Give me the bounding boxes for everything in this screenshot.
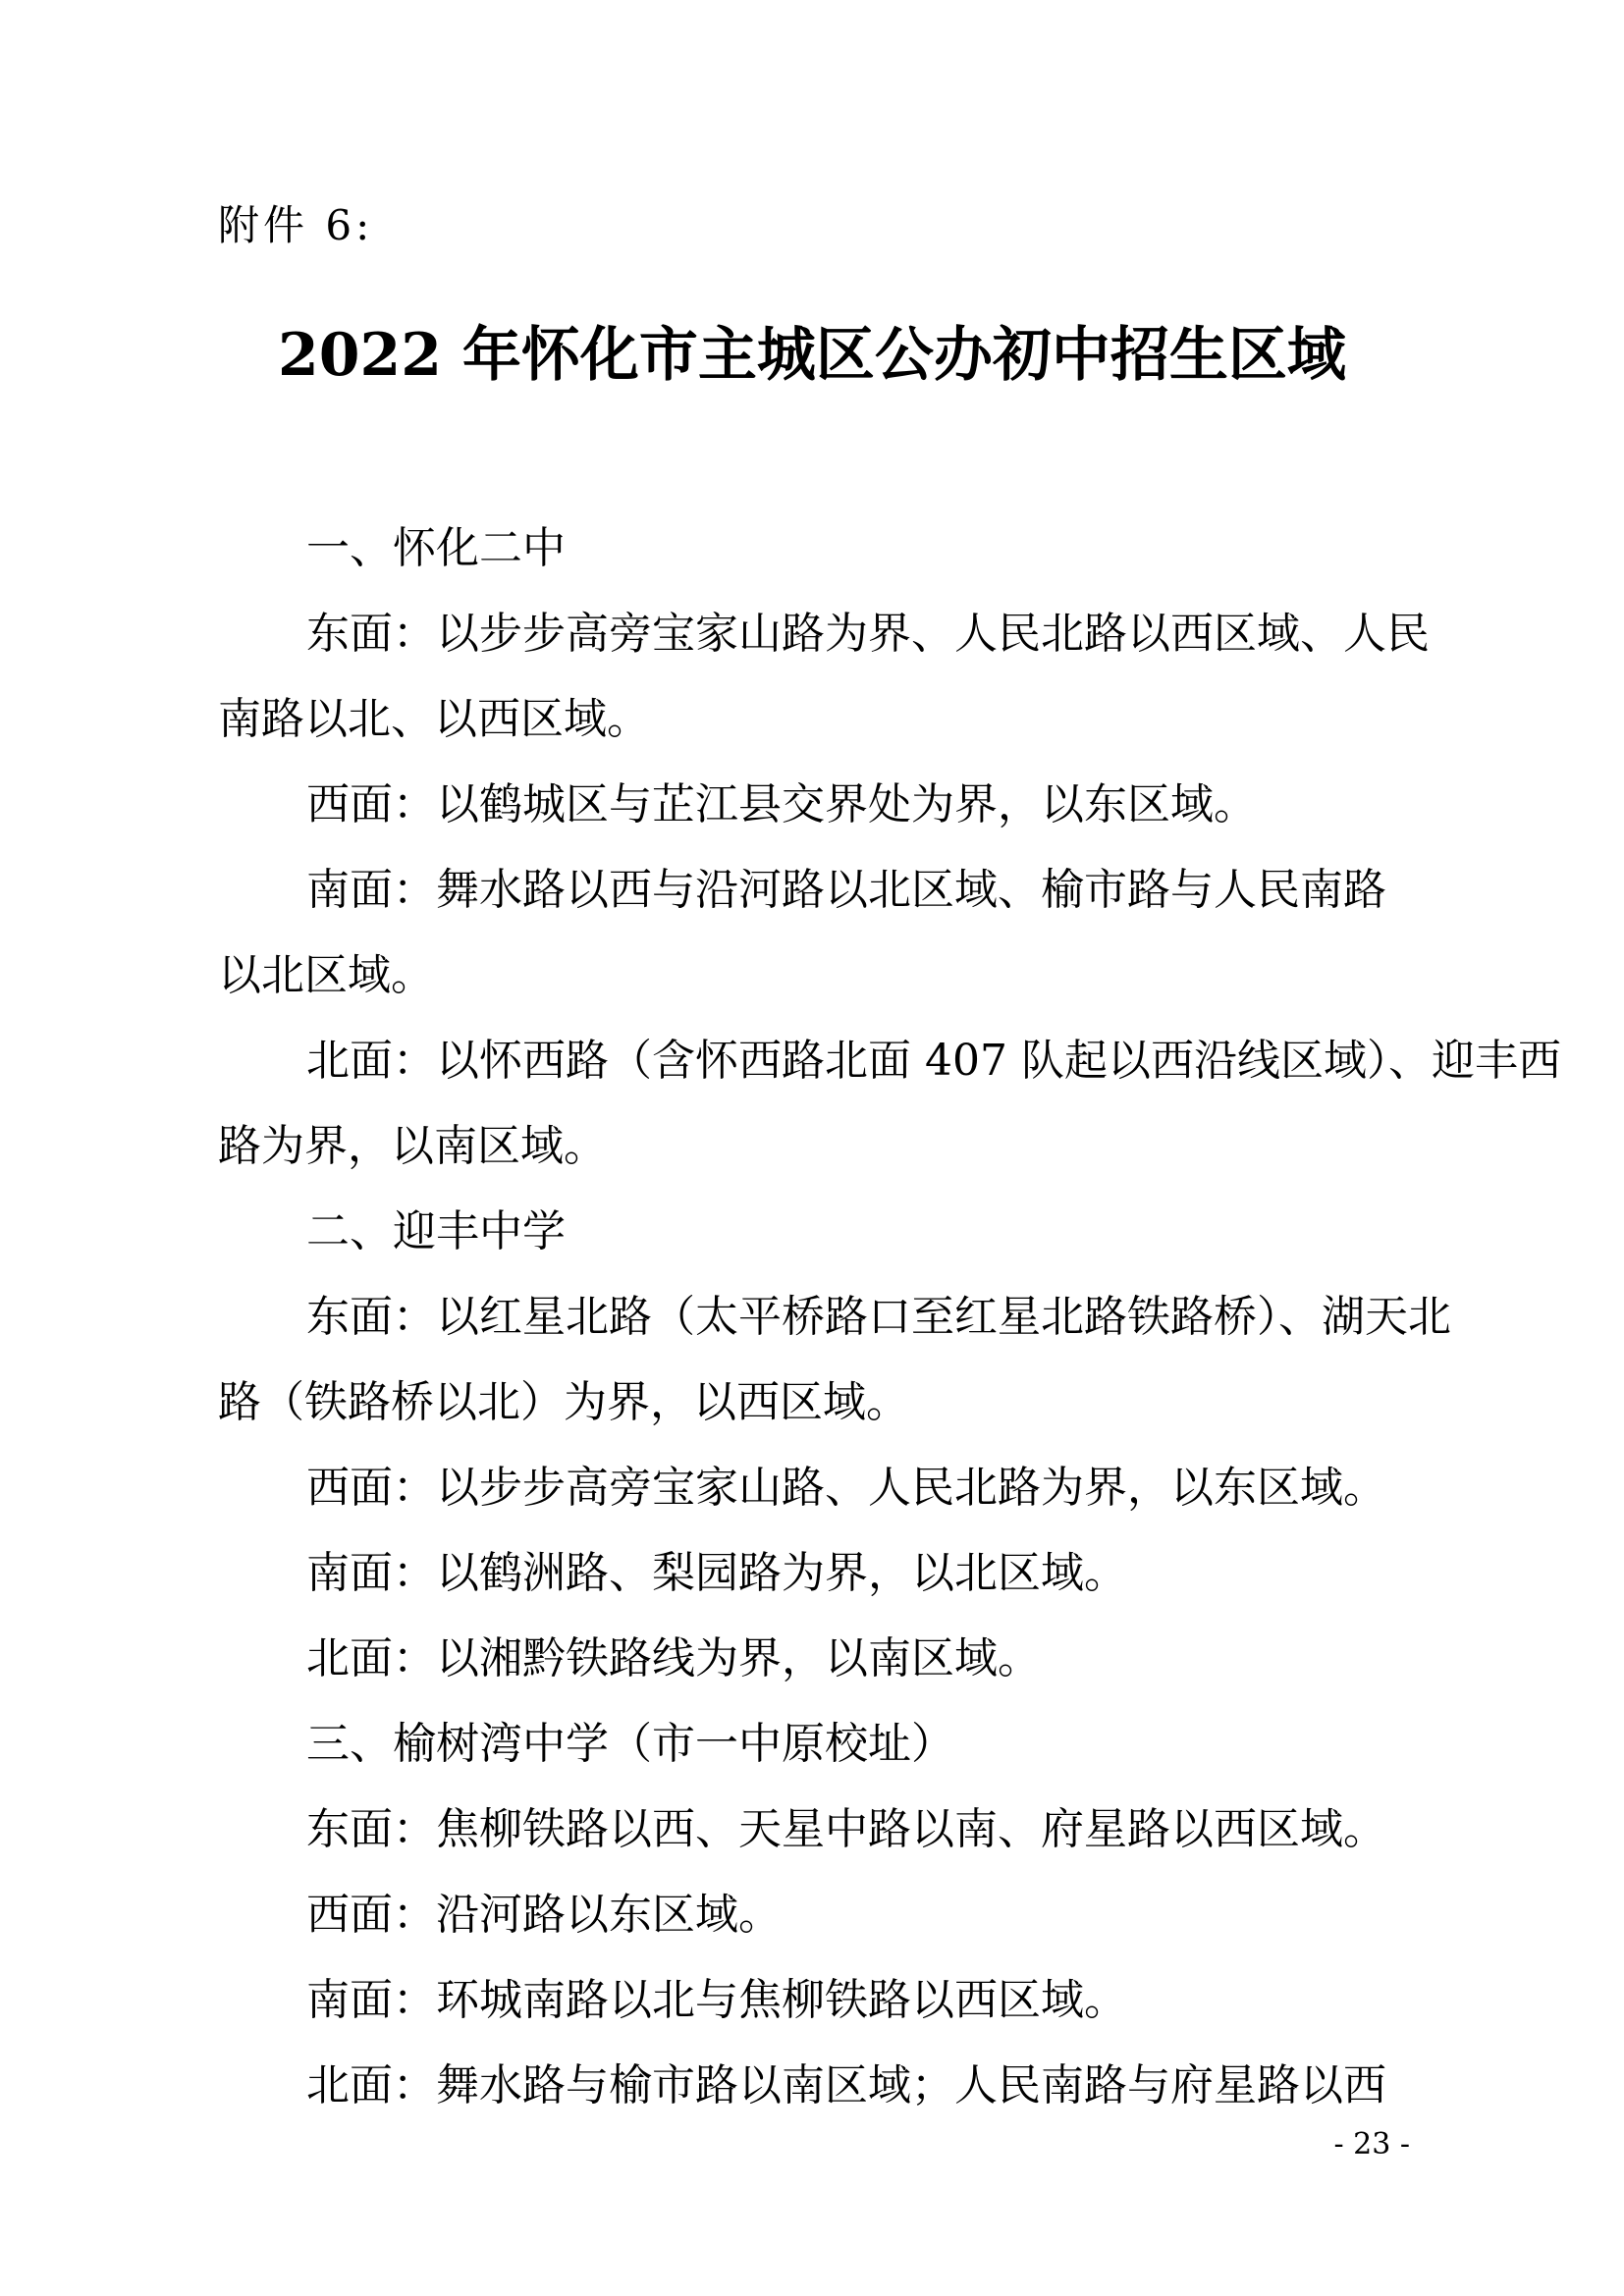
paragraph-line: 南面：舞水路以西与沿河路以北区域、榆市路与人民南路 [306, 865, 1386, 915]
section-heading-1: 一、怀化二中 [306, 523, 566, 573]
attachment-label: 附件 6: [218, 201, 374, 249]
paragraph-line: 北面：以湘黔铁路线为界，以南区域。 [306, 1633, 1041, 1683]
paragraph-line: 东面：以红星北路（太平桥路口至红星北路铁路桥）、湖天北 [306, 1292, 1451, 1342]
paragraph-line: 东面：焦柳铁路以西、天星中路以南、府星路以西区域。 [306, 1804, 1386, 1854]
paragraph-line: 南面：以鹤洲路、梨园路为界，以北区域。 [306, 1548, 1127, 1598]
paragraph-line: 西面：沿河路以东区域。 [306, 1890, 782, 1940]
section-heading-3: 三、榆树湾中学（市一中原校址） [306, 1719, 954, 1769]
paragraph-line: 路为界，以南区域。 [218, 1121, 607, 1171]
paragraph-line: 北面：舞水路与榆市路以南区域；人民南路与府星路以西 [306, 2060, 1386, 2110]
document-title: 2022 年怀化市主城区公办初中招生区域 [278, 321, 1346, 390]
section-heading-2: 二、迎丰中学 [306, 1206, 566, 1256]
paragraph-line: 东面：以步步高旁宝家山路为界、人民北路以西区域、人民 [306, 609, 1430, 659]
paragraph-line: 以北区域。 [218, 950, 434, 1000]
paragraph-line: 南路以北、以西区域。 [218, 694, 650, 744]
paragraph-line: 南面：环城南路以北与焦柳铁路以西区域。 [306, 1975, 1127, 2025]
page-number: - 23 - [1333, 2127, 1410, 2162]
paragraph-line: 西面：以步步高旁宝家山路、人民北路为界，以东区域。 [306, 1463, 1386, 1513]
document-body [218, 506, 1561, 2128]
paragraph-line: 路（铁路桥以北）为界，以西区域。 [218, 1377, 909, 1427]
paragraph-line: 西面：以鹤城区与芷江县交界处为界，以东区域。 [306, 779, 1257, 829]
paragraph-line: 北面：以怀西路（含怀西路北面 407 队起以西沿线区域）、迎丰西 [306, 1036, 1561, 1086]
